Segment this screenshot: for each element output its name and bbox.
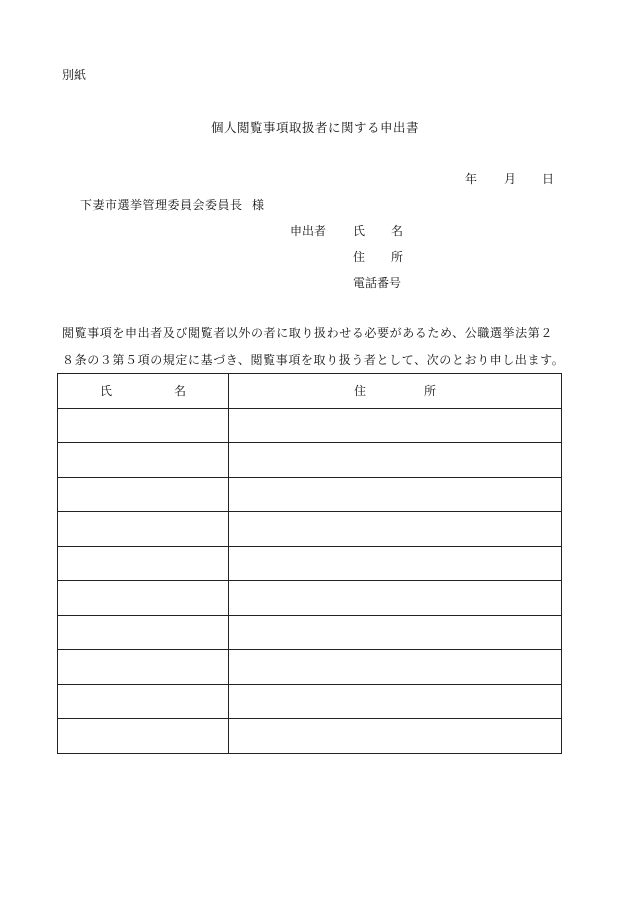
name-cell[interactable] [58, 719, 229, 754]
table-row [58, 650, 562, 685]
header-char: 所 [424, 384, 437, 399]
name-cell[interactable] [58, 512, 229, 547]
applicant-label: 申出者 [290, 224, 327, 238]
body-text-line: 閲覧事項を申出者及び閲覧者以外の者に取り扱わせる必要があるため、公職選挙法第２ [62, 326, 553, 340]
addressee-honorific: 様 [252, 198, 265, 212]
name-cell[interactable] [58, 581, 229, 616]
address-cell[interactable] [229, 615, 562, 650]
table-header-row [58, 374, 562, 409]
table-row [58, 581, 562, 616]
handlers-table [57, 373, 562, 754]
table-row [58, 684, 562, 719]
body-text-line: ８条の３第５項の規定に基づき、閲覧事項を取り扱う者として、次のとおり申し出ます。 [62, 353, 565, 367]
name-cell[interactable] [58, 408, 229, 443]
address-cell[interactable] [229, 512, 562, 547]
name-column-header [58, 374, 229, 409]
table-row [58, 615, 562, 650]
header-char: 住 [353, 384, 366, 399]
table-row [58, 443, 562, 478]
address-cell[interactable] [229, 546, 562, 581]
name-cell[interactable] [58, 650, 229, 685]
table-row [58, 408, 562, 443]
name-cell[interactable] [58, 546, 229, 581]
address-column-header [229, 374, 562, 409]
address-cell[interactable] [229, 443, 562, 478]
applicant-name-char: 氏 [353, 224, 366, 238]
applicant-name-field [353, 225, 403, 237]
applicant-name-char: 名 [390, 224, 403, 238]
name-cell[interactable] [58, 443, 229, 478]
address-cell[interactable] [229, 408, 562, 443]
addressee: 下妻市選挙管理委員会委員長 [80, 198, 243, 212]
table-row [58, 719, 562, 754]
header-char: 名 [174, 384, 187, 399]
document-title: 個人閲覧事項取扱者に関する申出書 [210, 120, 419, 135]
name-cell[interactable] [58, 477, 229, 512]
address-cell[interactable] [229, 684, 562, 719]
date-year-label: 年 [465, 172, 478, 186]
table-row [58, 477, 562, 512]
table-row [58, 546, 562, 581]
table-row [58, 512, 562, 547]
address-cell[interactable] [229, 477, 562, 512]
applicant-address-char: 所 [390, 250, 403, 264]
date-day-label: 日 [542, 172, 555, 186]
name-cell[interactable] [58, 615, 229, 650]
header-char: 氏 [99, 384, 112, 399]
applicant-phone-field: 電話番号 [353, 276, 402, 290]
name-cell[interactable] [58, 684, 229, 719]
applicant-address-char: 住 [353, 250, 366, 264]
attachment-label: 別紙 [62, 68, 87, 82]
date-month-label: 月 [504, 172, 517, 186]
address-cell[interactable] [229, 650, 562, 685]
applicant-address-field [353, 251, 403, 263]
address-cell[interactable] [229, 581, 562, 616]
address-cell[interactable] [229, 719, 562, 754]
